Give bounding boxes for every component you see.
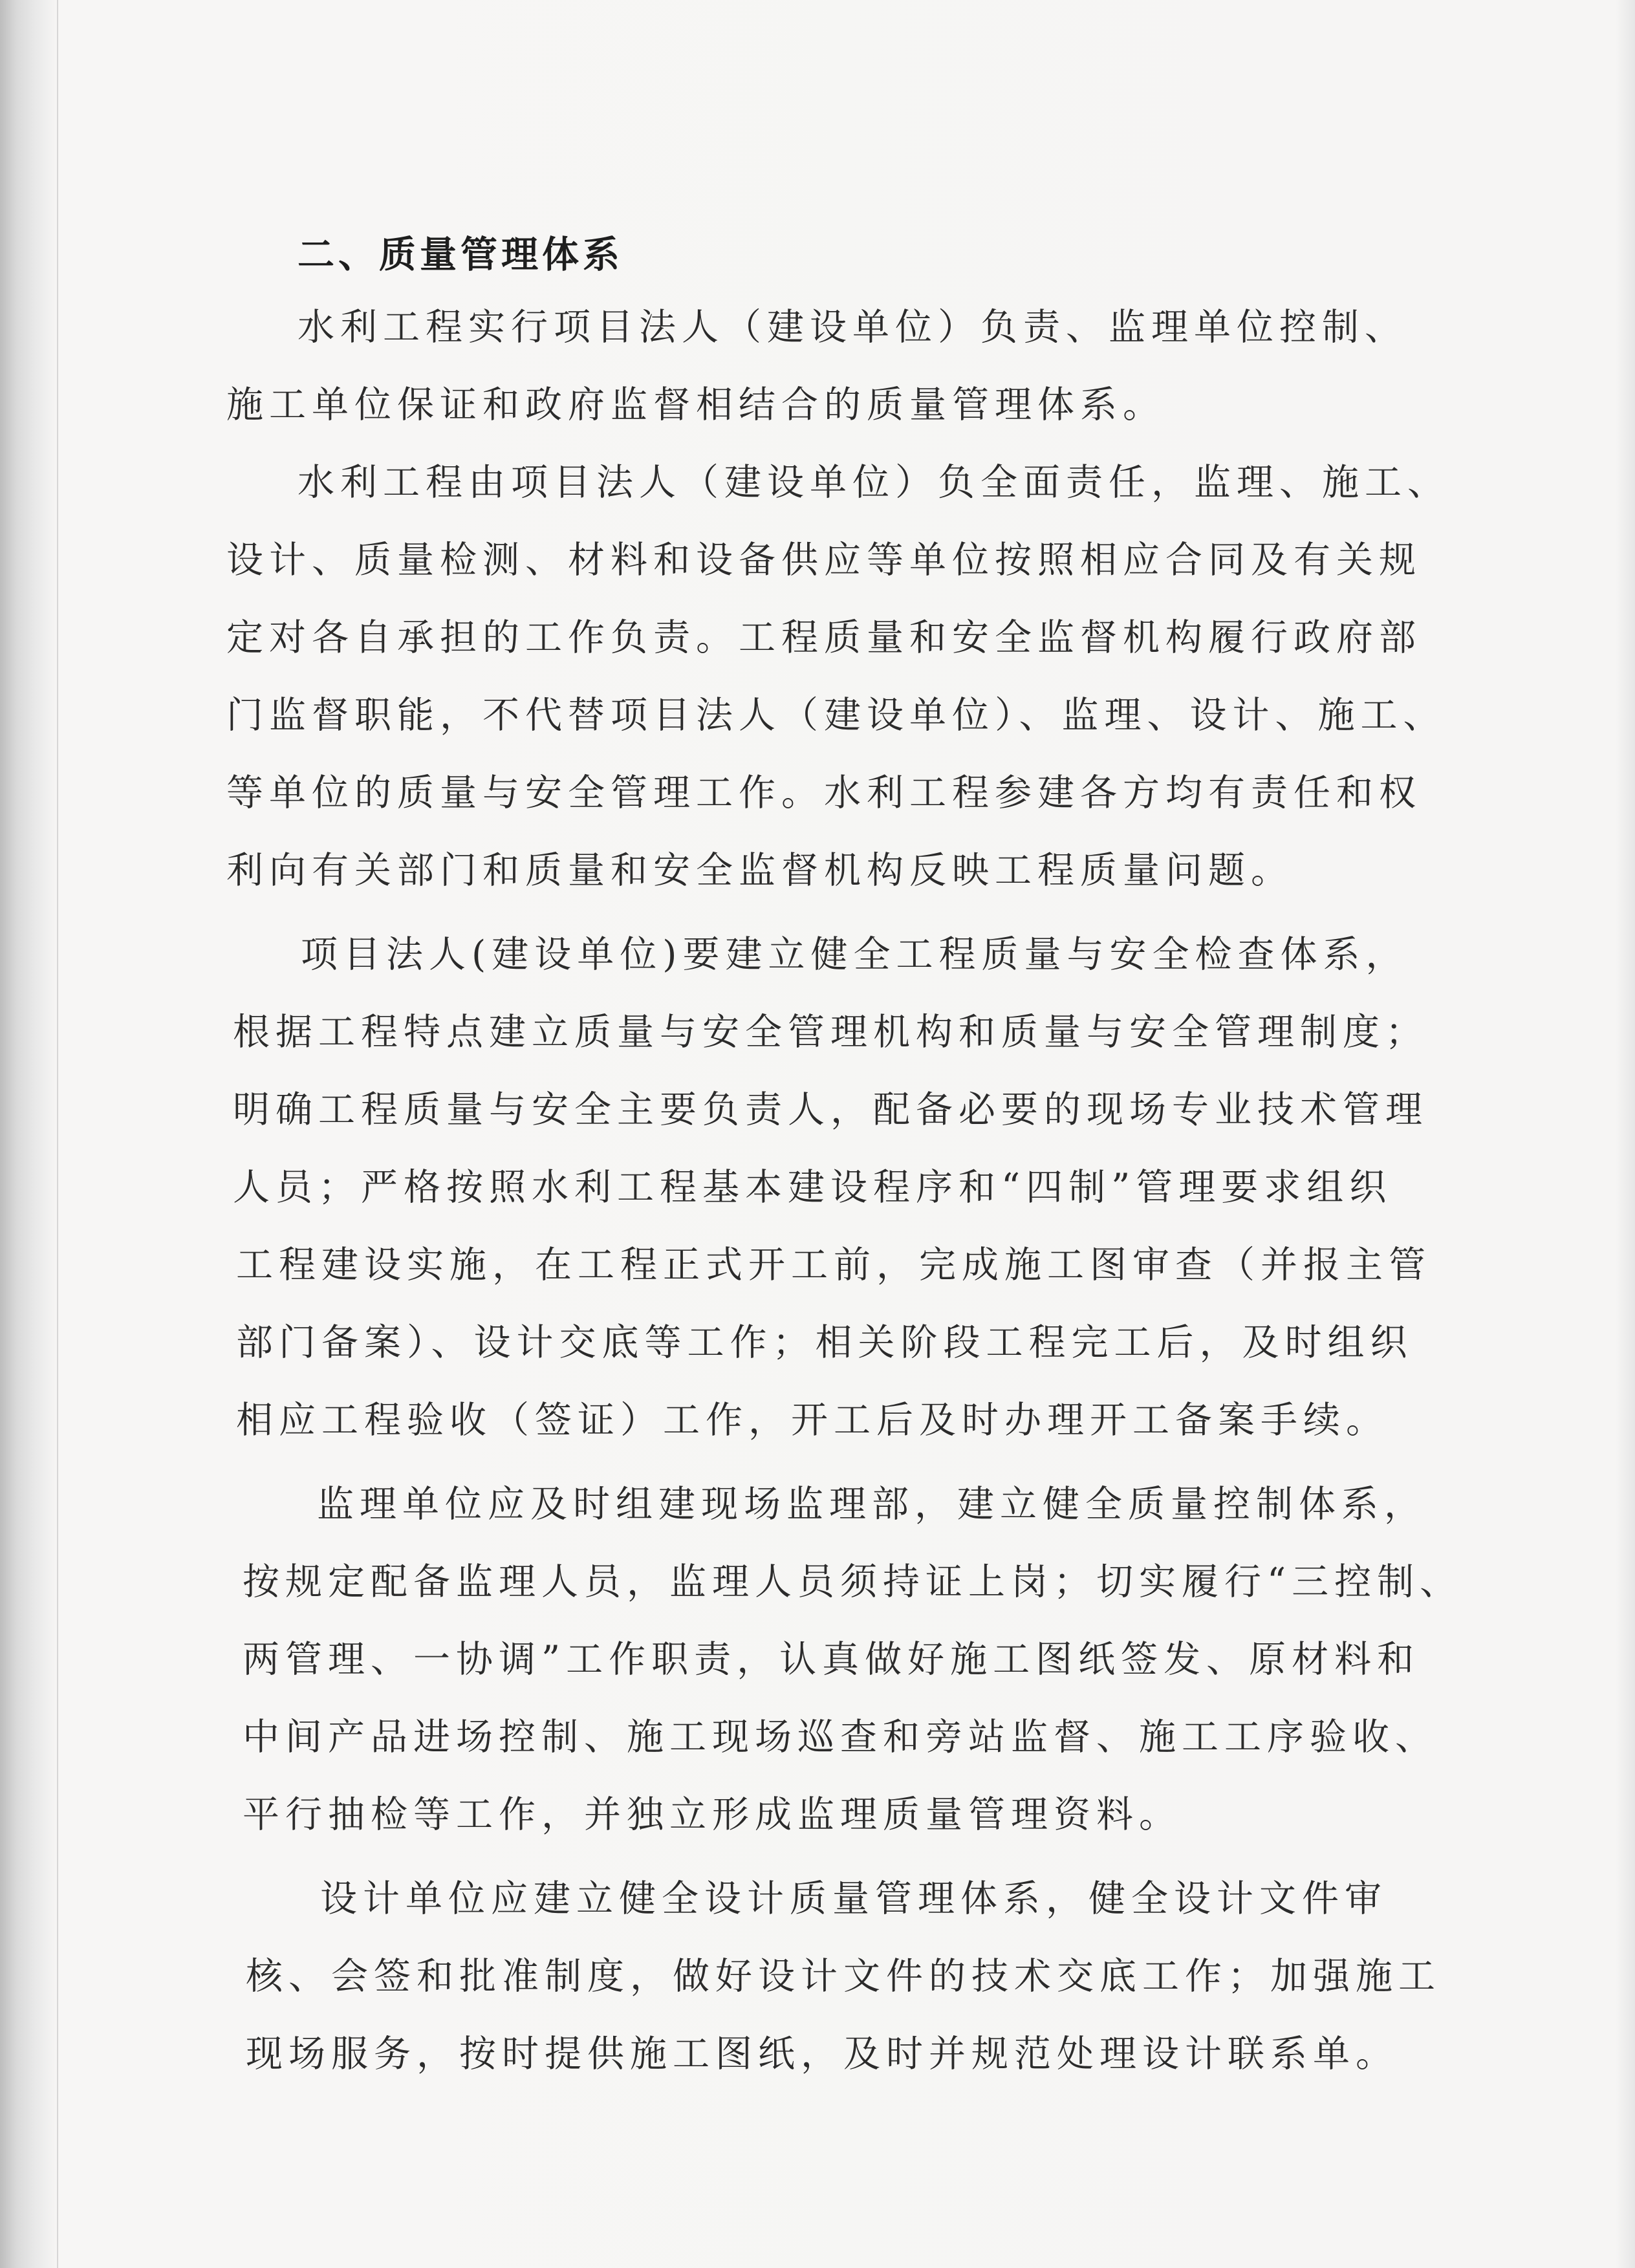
text-line: 平行抽检等工作，并独立形成监理质量管理资料。 (243, 1793, 1182, 1836)
text-line: 等单位的质量与安全管理工作。水利工程参建各方均有责任和权 (226, 772, 1422, 814)
text-line: 核、会签和批准制度，做好设计文件的技术交底工作；加强施工 (246, 1955, 1441, 1998)
text-line: 根据工程特点建立质量与安全管理机构和质量与安全管理制度； (233, 1011, 1428, 1053)
text-line: 中间产品进场控制、施工现场巡查和旁站监督、施工工序验收、 (243, 1716, 1438, 1758)
text-line: 水利工程由项目法人（建设单位）负全面责任，监理、施工、 (298, 461, 1450, 504)
text-line: 项目法人(建设单位)要建立健全工程质量与安全检查体系， (301, 933, 1409, 976)
text-line: 两管理、一协调”工作职责，认真做好施工图纸签发、原材料和 (243, 1638, 1420, 1681)
text-line: 部门备案）、设计交底等工作；相关阶段工程完工后，及时组织 (236, 1321, 1413, 1364)
text-line: 工程建设实施，在工程正式开工前，完成施工图审查（并报主管 (236, 1244, 1431, 1286)
text-line: 相应工程验收（签证）工作，开工后及时办理开工备案手续。 (236, 1399, 1389, 1442)
text-line: 利向有关部门和质量和安全监督机构反映工程质量问题。 (226, 849, 1294, 892)
text-line: 设计单位应建立健全设计质量管理体系，健全设计文件审 (320, 1877, 1387, 1920)
text-line: 现场服务，按时提供施工图纸，及时并规范处理设计联系单。 (246, 2033, 1398, 2075)
text-line: 门监督职能，不代替项目法人（建设单位）、监理、设计、施工、 (226, 694, 1446, 737)
text-line: 设计、质量检测、材料和设备供应等单位按照相应合同及有关规 (226, 539, 1422, 581)
text-line: 明确工程质量与安全主要负责人，配备必要的现场专业技术管理 (233, 1088, 1428, 1131)
text-line: 定对各自承担的工作负责。工程质量和安全监督机构履行政府部 (226, 616, 1422, 659)
text-line: 按规定配备监理人员，监理人员须持证上岗；切实履行“三控制、 (243, 1561, 1463, 1603)
text-line: 施工单位保证和政府监督相结合的质量管理体系。 (226, 383, 1165, 426)
text-line: 监理单位应及时组建现场监理部，建立健全质量控制体系， (317, 1483, 1427, 1526)
text-line: 人员；严格按照水利工程基本建设程序和“四制”管理要求组织 (233, 1166, 1392, 1209)
section-heading: 二、质量管理体系 (298, 233, 623, 276)
text-line: 水利工程实行项目法人（建设单位）负责、监理单位控制、 (298, 306, 1407, 349)
